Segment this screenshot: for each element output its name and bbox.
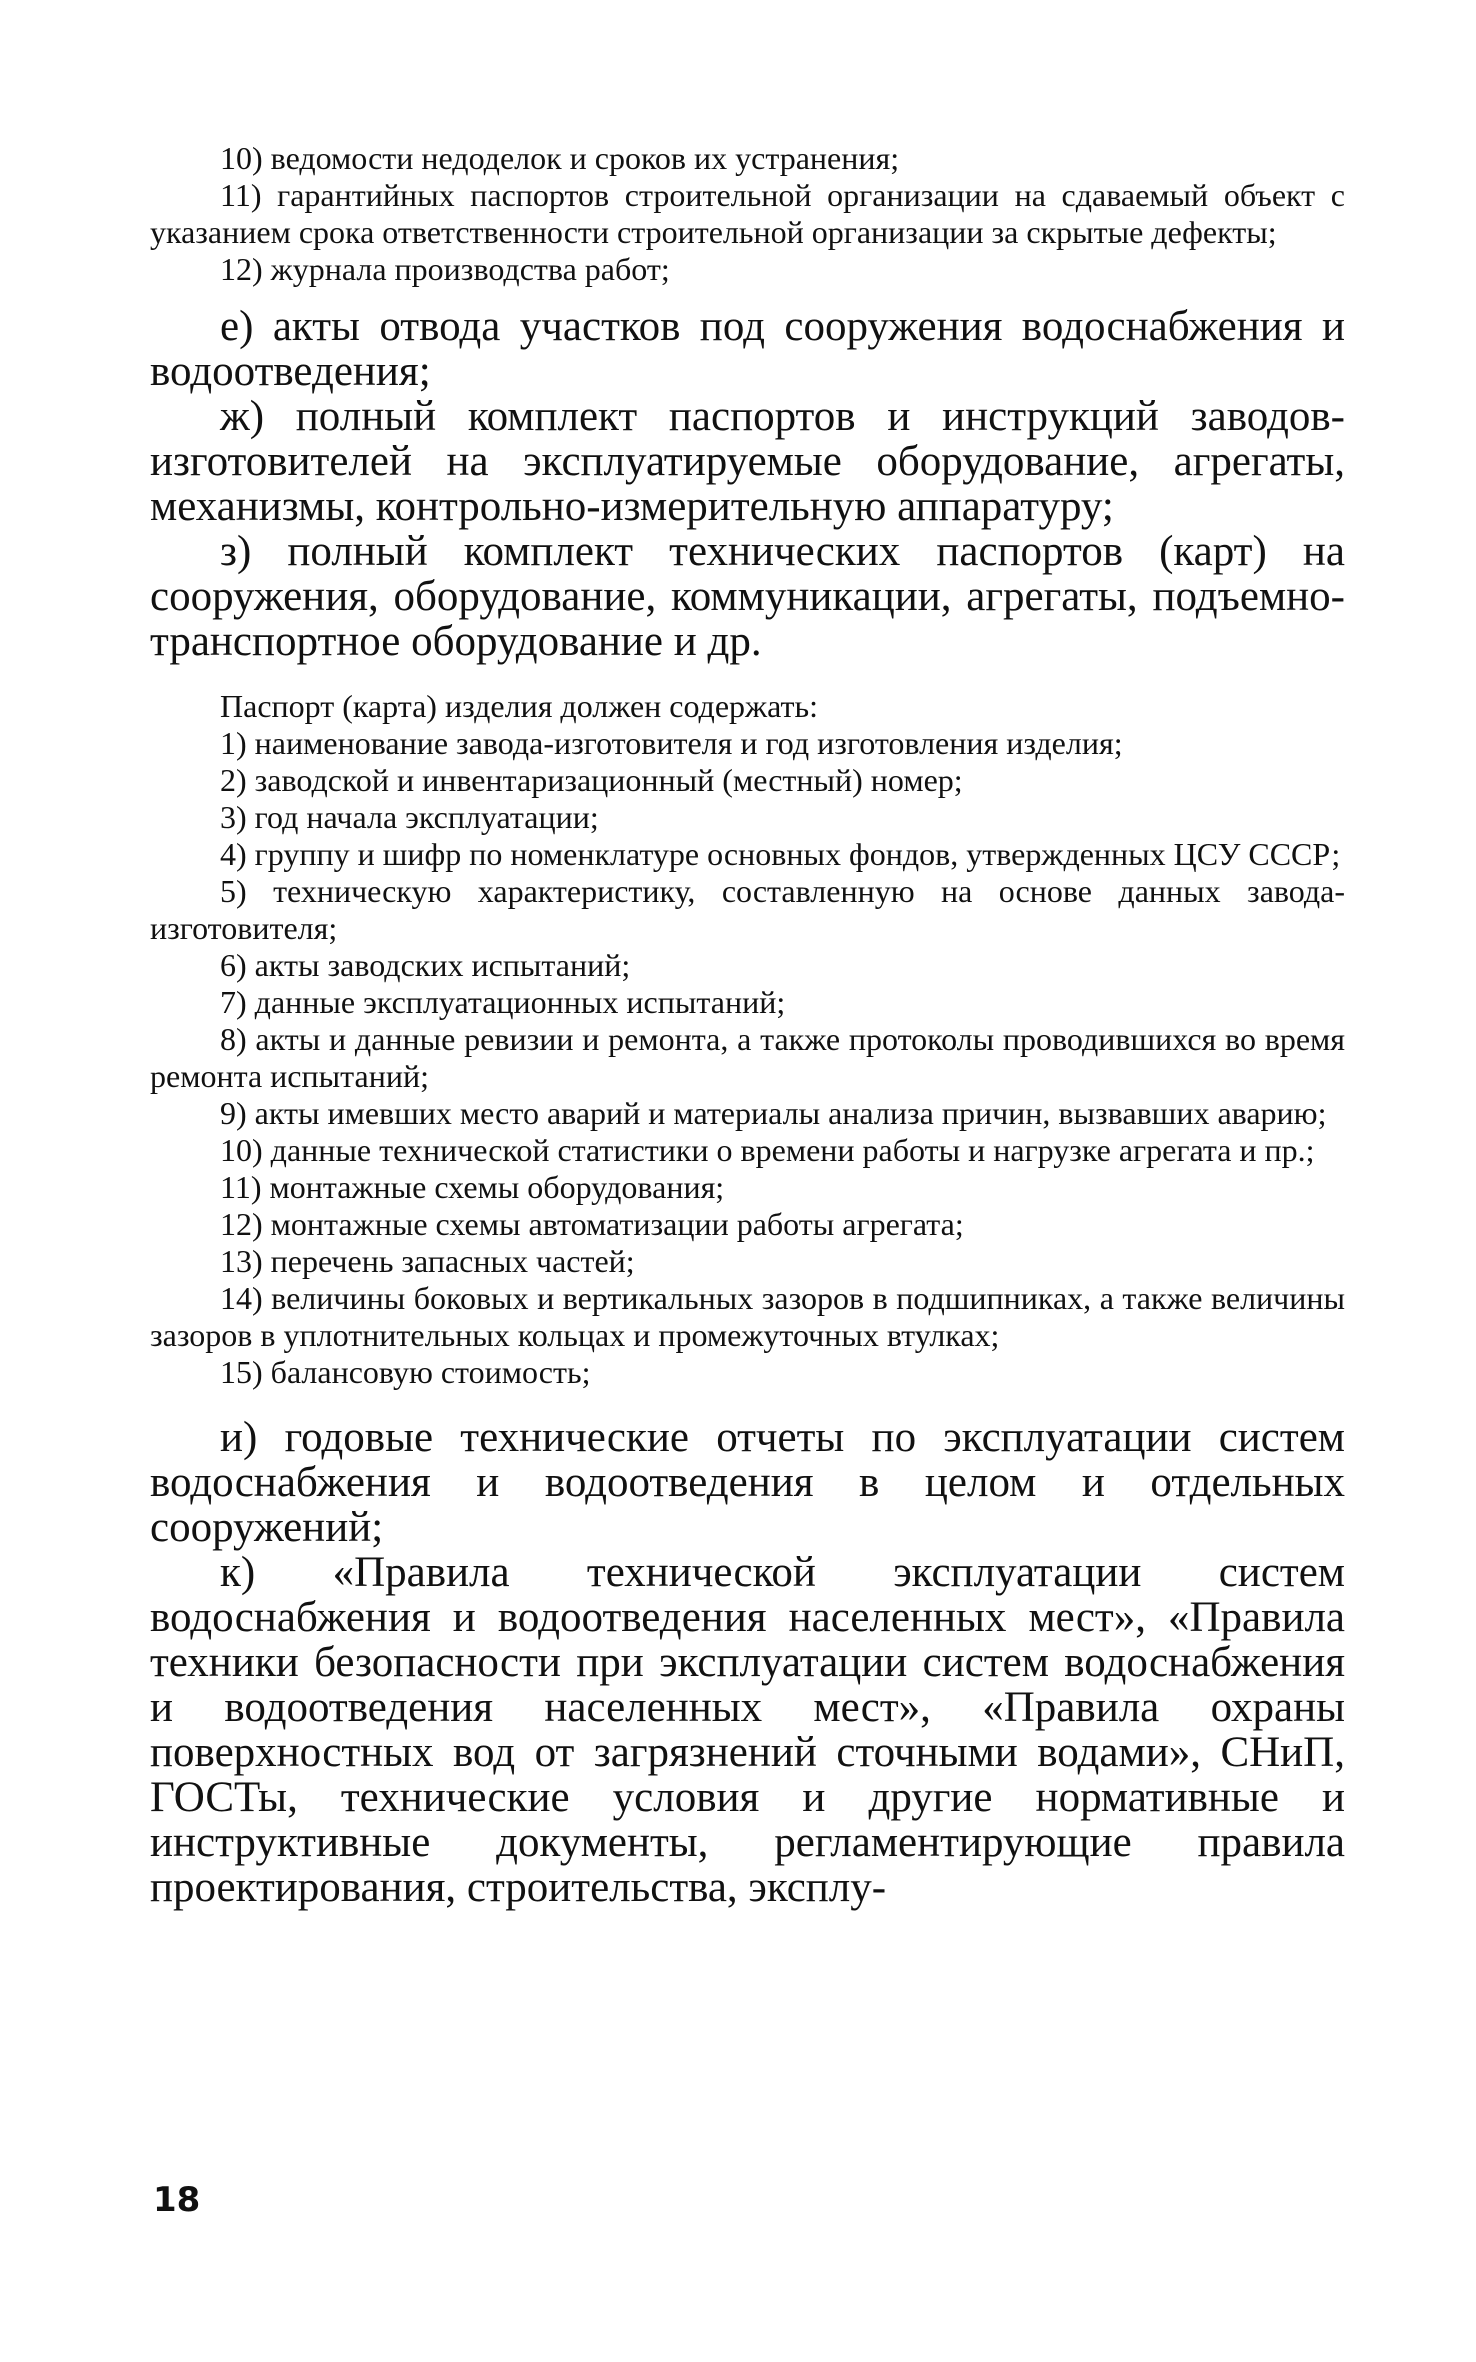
list-item: 2) заводской и инвентаризационный (местный) номер; xyxy=(220,762,963,798)
top-list xyxy=(150,140,1345,288)
list-item: 10) ведомости недоделок и сроков их устранения; xyxy=(220,140,900,176)
list-item: 15) балансовую стоимость; xyxy=(220,1354,591,1390)
bottom-sections xyxy=(150,1415,1345,1910)
section-k: к) «Правила технической эксплуатации систем водоснабжения и водоотведения населенных мест», «Правила техники безопасности при эксплуатации систем водоснабжения и водоотведения населенных мест», «Правила охраны поверхностных вод от загрязнений сточными водами», СНиП, ГОСТы, технические условия и другие нормативные и инструктивные документы, регламентирующие правила проектирования, строительства, эксплу- xyxy=(150,1549,1345,1911)
list-item: 4) группу и шифр по номенклатуре основных фондов, утвержденных ЦСУ СССР; xyxy=(220,836,1341,872)
passport-intro: Паспорт (карта) изделия должен содержать: xyxy=(220,688,818,724)
list-item: 12) журнала производства работ; xyxy=(220,251,670,287)
list-item: 11) монтажные схемы оборудования; xyxy=(220,1169,725,1205)
passport-block xyxy=(150,688,1345,1391)
list-item: 6) акты заводских испытаний; xyxy=(220,947,631,983)
list-item: 5) техническую характеристику, составленную на основе данных завода-изготовителя; xyxy=(150,873,1345,946)
list-item: 7) данные эксплуатационных испытаний; xyxy=(220,984,786,1020)
document-page xyxy=(150,140,1345,1910)
page-number: 18 xyxy=(153,2180,201,2220)
list-item: 8) акты и данные ревизии и ремонта, а также протоколы проводившихся во время ремонта испытаний; xyxy=(150,1021,1345,1094)
section-z: з) полный комплект технических паспортов (карт) на сооружения, оборудование, коммуникации, агрегаты, подъемно-транспортное оборудование и др. xyxy=(150,528,1345,665)
section-i: и) годовые технические отчеты по эксплуатации систем водоснабжения и водоотведения в целом и отдельных сооружений; xyxy=(150,1414,1345,1551)
list-item: 3) год начала эксплуатации; xyxy=(220,799,599,835)
list-item: 9) акты имевших место аварий и материалы анализа причин, вызвавших аварию; xyxy=(220,1095,1327,1131)
list-item: 11) гарантийных паспортов строительной организации на сдаваемый объект с указанием срока ответственности строительной организации за скрытые дефекты; xyxy=(150,177,1345,250)
list-item: 12) монтажные схемы автоматизации работы агрегата; xyxy=(220,1206,964,1242)
section-e: е) акты отвода участков под сооружения водоснабжения и водоотведения; xyxy=(150,303,1345,395)
list-item: 1) наименование завода-изготовителя и год изготовления изделия; xyxy=(220,725,1123,761)
main-sections xyxy=(150,304,1345,664)
list-item: 10) данные технической статистики о времени работы и нагрузке агрегата и пр.; xyxy=(220,1132,1315,1168)
section-zh: ж) полный комплект паспортов и инструкций заводов-изготовителей на эксплуатируемые оборудование, агрегаты, механизмы, контрольно-измерительную аппаратуру; xyxy=(150,393,1345,530)
list-item: 13) перечень запасных частей; xyxy=(220,1243,635,1279)
list-item: 14) величины боковых и вертикальных зазоров в подшипниках, а также величины зазоров в уплотнительных кольцах и промежуточных втулках; xyxy=(150,1280,1345,1353)
